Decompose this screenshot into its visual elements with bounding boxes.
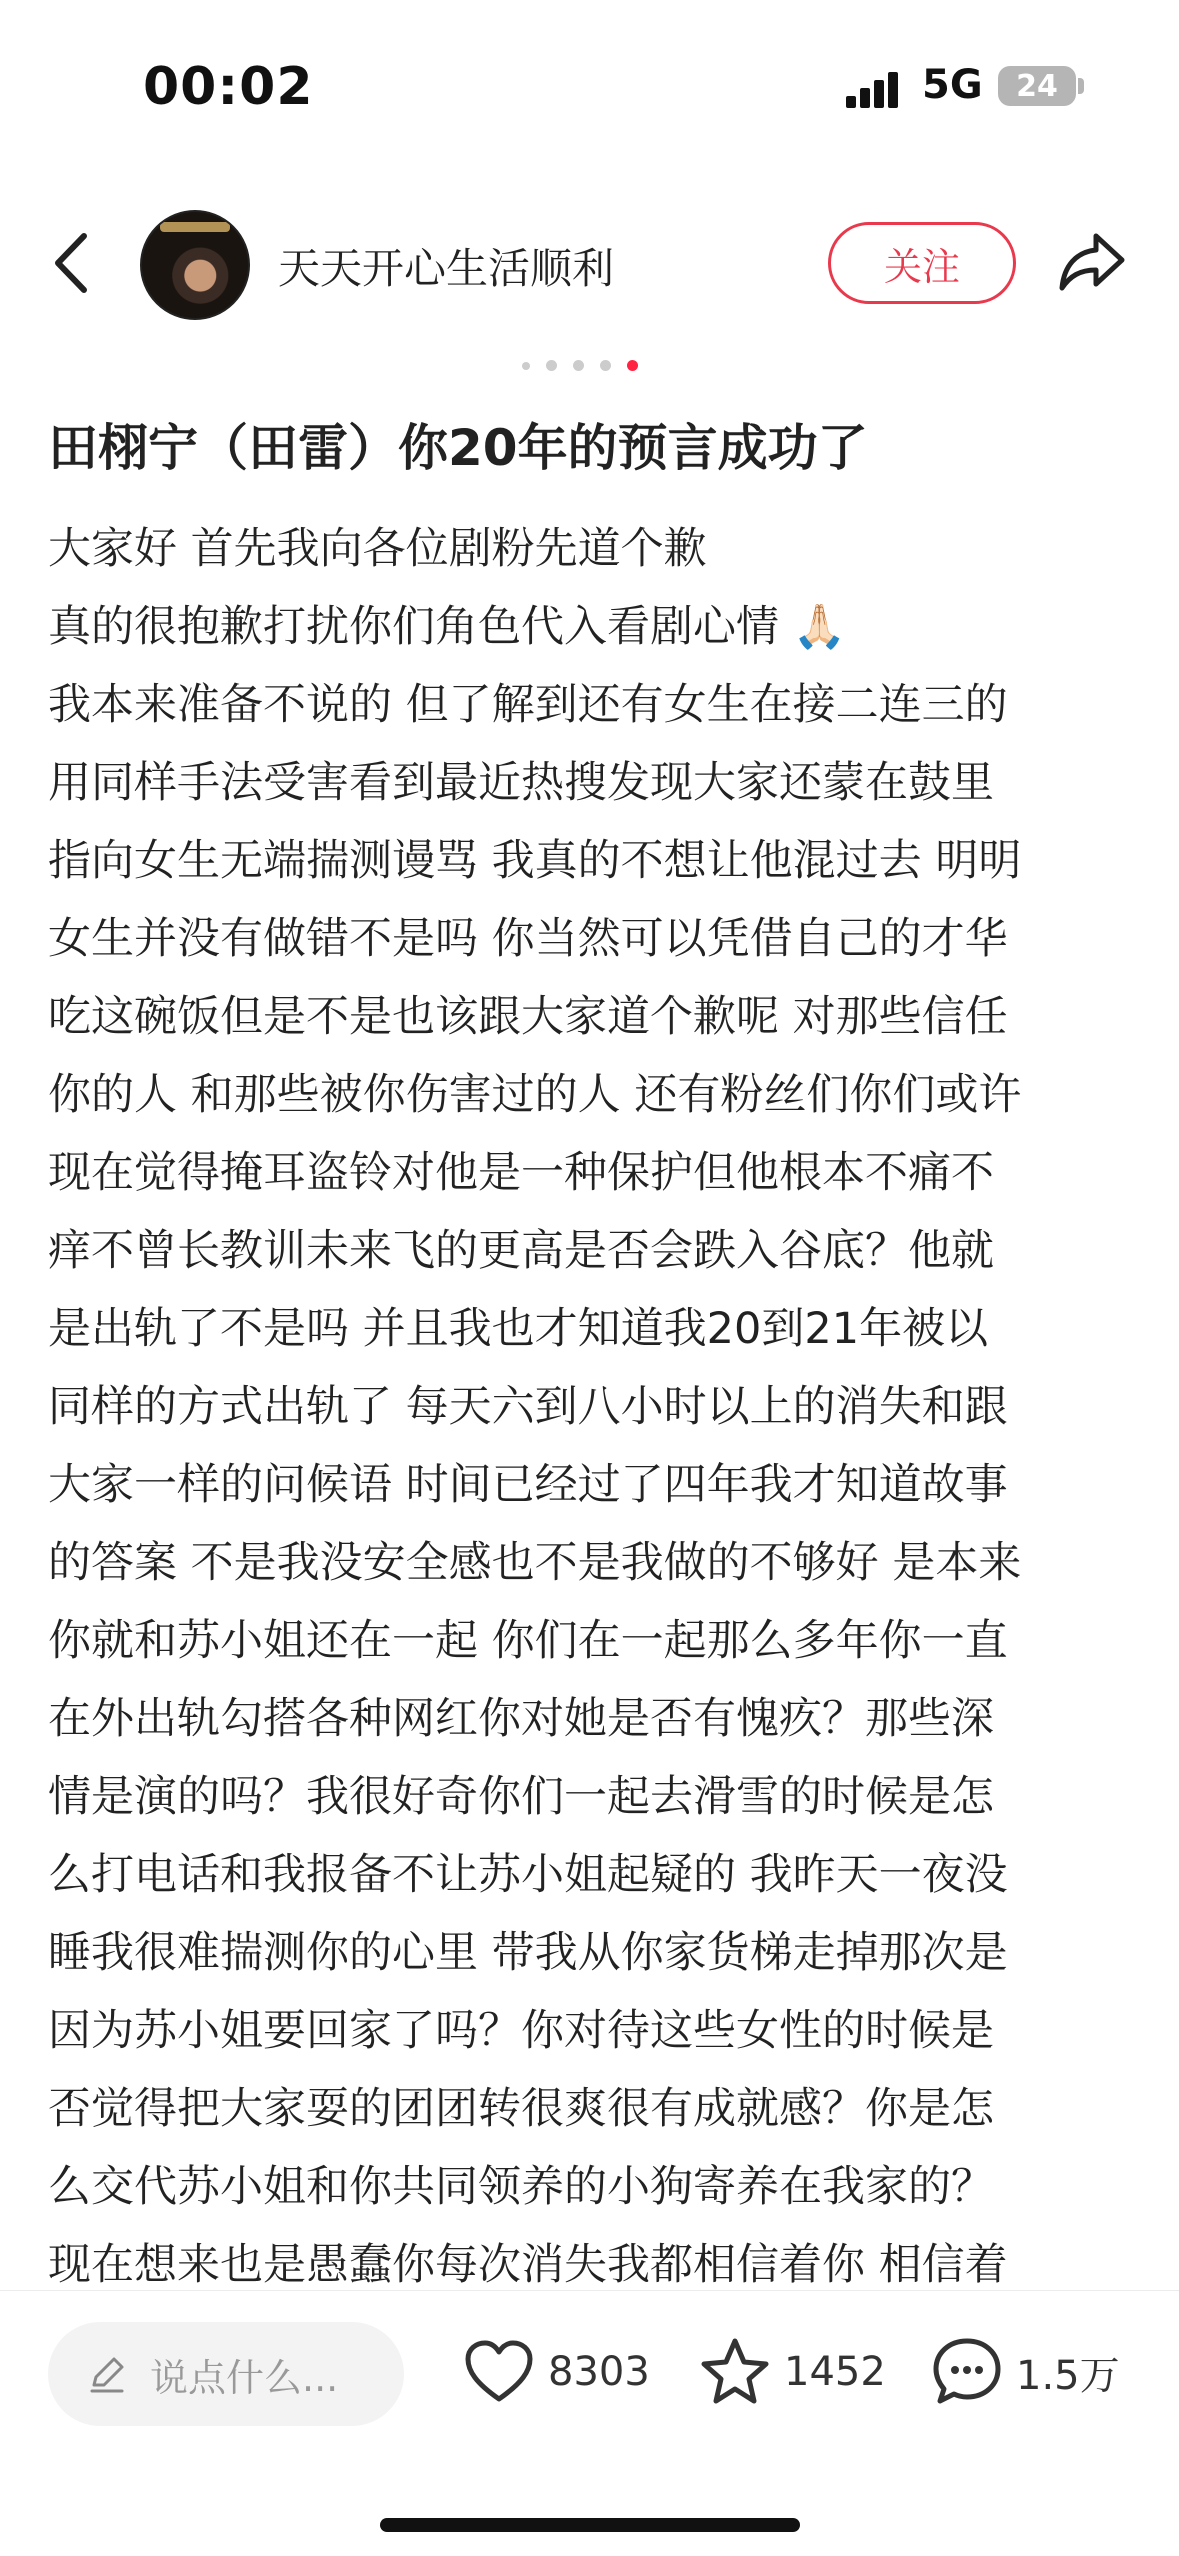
comment-input[interactable] xyxy=(48,2322,404,2426)
back-icon[interactable] xyxy=(46,230,100,296)
collect-button[interactable] xyxy=(698,2332,886,2412)
follow-button[interactable] xyxy=(828,222,1016,304)
body-line: 我本来准备不说的 但了解到还有女生在接二连三的 xyxy=(48,680,1008,730)
body-line: 大家一样的问候语 时间已经过了四年我才知道故事 xyxy=(48,1460,1008,1510)
carousel-dot xyxy=(522,362,530,370)
pencil-icon xyxy=(86,2353,128,2395)
like-button[interactable] xyxy=(462,2332,650,2412)
body-line: 用同样手法受害看到最近热搜发现大家还蒙在鼓里 xyxy=(48,758,994,808)
network-type: 5G xyxy=(922,62,983,108)
body-line: 现在想来也是愚蠢你每次消失我都相信着你 相信着 xyxy=(48,2240,1008,2290)
collect-count: 1452 xyxy=(784,2349,886,2395)
comment-placeholder: 说点什么... xyxy=(150,2355,339,2400)
body-line: 吃这碗饭但是不是也该跟大家道个歉呢 对那些信任 xyxy=(48,992,1008,1042)
carousel-dot-active xyxy=(627,360,638,371)
post-title: 田栩宁（田雷）你20年的预言成功了 xyxy=(48,419,868,477)
comment-button[interactable] xyxy=(930,2332,1120,2412)
body-line: 指向女生无端揣测谩骂 我真的不想让他混过去 明明 xyxy=(48,836,1022,886)
battery-level: 24 xyxy=(1016,68,1058,104)
body-line: 现在觉得掩耳盗铃对他是一种保护但他根本不痛不 xyxy=(48,1148,994,1198)
body-line: 睡我很难揣测你的心里 带我从你家货梯走掉那次是 xyxy=(48,1928,1008,1978)
body-line: 痒不曾长教训未来飞的更高是否会跌入谷底？他就 xyxy=(48,1226,994,1276)
home-indicator[interactable] xyxy=(380,2518,800,2532)
battery-icon xyxy=(998,66,1076,106)
share-icon[interactable] xyxy=(1056,228,1128,294)
body-line: 真的很抱歉打扰你们角色代入看剧心情 🙏🏻 xyxy=(48,602,847,652)
body-line: 是出轨了不是吗 并且我也才知道我20到21年被以 xyxy=(48,1304,989,1354)
avatar[interactable] xyxy=(140,210,250,320)
body-line: 否觉得把大家耍的团团转很爽很有成就感？你是怎 xyxy=(48,2084,994,2134)
body-line: 的答案 不是我没安全感也不是我做的不够好 是本来 xyxy=(48,1538,1022,1588)
carousel-dot xyxy=(546,360,557,371)
body-line: 你的人 和那些被你伤害过的人 还有粉丝们你们或许 xyxy=(48,1070,1022,1120)
like-count: 8303 xyxy=(548,2349,650,2395)
bottom-divider xyxy=(0,2290,1179,2291)
body-line: 在外出轨勾搭各种网红你对她是否有愧疚？那些深 xyxy=(48,1694,994,1744)
carousel-dot xyxy=(600,360,611,371)
battery-nub xyxy=(1078,78,1084,94)
follow-label: 关注 xyxy=(883,244,960,289)
post-body xyxy=(48,510,1158,2304)
carousel-dot xyxy=(573,360,584,371)
body-line: 因为苏小姐要回家了吗？你对待这些女性的时候是 xyxy=(48,2006,994,2056)
carousel-indicator xyxy=(522,360,638,371)
body-line: 么打电话和我报备不让苏小姐起疑的 我昨天一夜没 xyxy=(48,1850,1008,1900)
body-line: 大家好 首先我向各位剧粉先道个歉 xyxy=(48,524,707,574)
comment-count: 1.5万 xyxy=(1016,2352,1120,2399)
heart-icon xyxy=(462,2335,536,2409)
signal-icon xyxy=(846,68,906,112)
body-line: 你就和苏小姐还在一起 你们在一起那么多年你一直 xyxy=(48,1616,1008,1666)
body-line: 情是演的吗？我很好奇你们一起去滑雪的时候是怎 xyxy=(48,1772,994,1822)
author-name[interactable]: 天天开心生活顺利 xyxy=(278,244,615,293)
body-line: 么交代苏小姐和你共同领养的小狗寄养在我家的？ xyxy=(48,2162,994,2212)
status-time: 00:02 xyxy=(143,57,314,117)
comment-icon xyxy=(930,2335,1004,2409)
body-line: 同样的方式出轨了 每天六到八小时以上的消失和跟 xyxy=(48,1382,1008,1432)
body-line: 女生并没有做错不是吗 你当然可以凭借自己的才华 xyxy=(48,914,1008,964)
star-icon xyxy=(698,2335,772,2409)
